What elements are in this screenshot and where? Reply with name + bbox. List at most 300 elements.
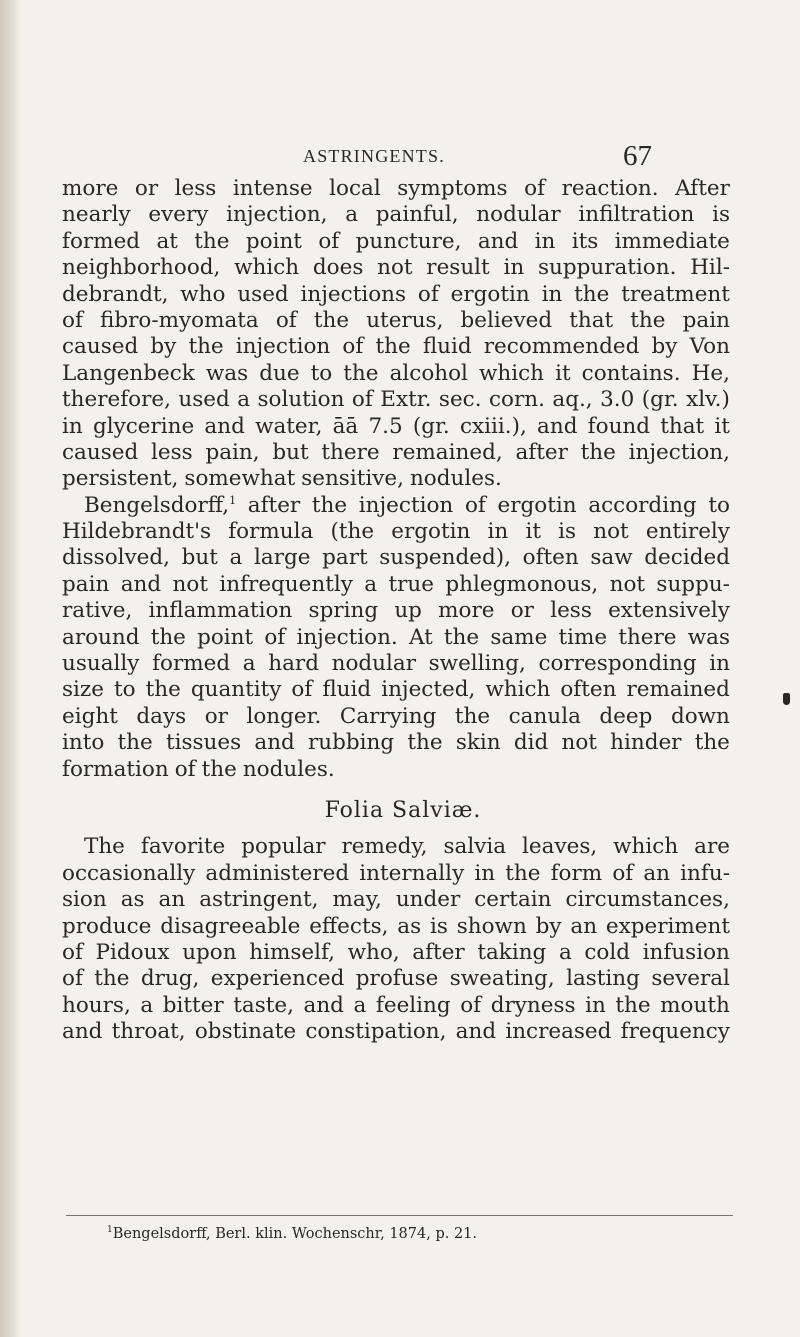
text-word: the	[443, 624, 480, 650]
text-word: effects,	[309, 913, 389, 939]
text-word: not	[561, 730, 597, 756]
text-word: throat,	[111, 1019, 186, 1045]
text-word: bitter	[162, 992, 224, 1018]
text-line	[62, 440, 730, 466]
text-word: (gr.	[641, 387, 679, 413]
text-word: swelling,	[428, 651, 526, 677]
text-word: decided	[644, 545, 730, 571]
text-word: ergotin	[497, 492, 577, 518]
text-word: mouth	[660, 992, 730, 1018]
text-line	[62, 308, 730, 334]
text-word: of	[524, 176, 546, 201]
text-word: At	[408, 624, 433, 650]
text-word: administered	[205, 860, 350, 886]
text-word: sweating,	[449, 966, 555, 992]
text-word: constipation,	[305, 1019, 447, 1045]
text-word: of	[464, 492, 486, 518]
text-word: result	[426, 255, 490, 281]
text-word: used	[237, 281, 289, 307]
text-word: of	[174, 756, 196, 782]
text-word: of	[62, 307, 83, 333]
text-word: profuse	[355, 966, 439, 992]
text-word: sec.	[438, 387, 482, 413]
text-word: by	[150, 334, 177, 360]
text-word: formed	[62, 228, 141, 254]
text-word: it	[525, 519, 541, 545]
text-word: remained,	[392, 439, 503, 465]
text-word: as	[120, 887, 145, 913]
text-word: feeling	[375, 992, 451, 1018]
text-line	[62, 545, 730, 571]
text-line	[62, 966, 730, 992]
running-head: ASTRINGENTS.	[303, 146, 445, 166]
text-word: a	[558, 939, 572, 965]
text-word: may,	[332, 887, 382, 913]
text-word: and	[303, 992, 344, 1018]
text-word: used	[178, 387, 230, 413]
text-word: ergotin	[450, 281, 530, 307]
text-word: less	[550, 598, 592, 624]
text-word: pain,	[205, 439, 260, 465]
text-word: is	[558, 519, 577, 545]
text-word: did	[513, 730, 549, 756]
text-line	[62, 834, 730, 860]
text-word: and	[254, 730, 295, 756]
text-word: local	[329, 176, 381, 201]
text-word: lasting	[566, 966, 640, 992]
ink-speck	[783, 693, 790, 705]
text-word: Extr.	[380, 387, 432, 413]
text-word: dissolved,	[62, 545, 170, 571]
text-word: the	[343, 360, 379, 386]
text-word: and	[477, 228, 519, 254]
text-word: of	[62, 966, 83, 992]
text-word: fibro-myomata	[100, 307, 259, 333]
text-word: caused	[62, 334, 139, 360]
text-word: around	[62, 624, 140, 650]
text-word: several	[651, 966, 730, 992]
text-word: the	[188, 334, 224, 360]
text-word: injection	[358, 492, 454, 518]
text-word: favorite	[140, 834, 226, 860]
footnote-rule	[66, 1215, 733, 1216]
text-word: in	[585, 992, 606, 1018]
text-word: inflammation	[148, 598, 293, 624]
text-word: suppu-	[656, 571, 730, 597]
text-word: by	[535, 913, 562, 939]
text-word: Hil-	[690, 255, 730, 281]
text-word: the	[201, 756, 237, 782]
text-word: taste,	[233, 992, 294, 1018]
text-word: experienced	[210, 966, 345, 992]
text-word: in	[503, 255, 525, 281]
text-word: infiltration	[578, 202, 695, 228]
text-word: a	[237, 387, 251, 413]
text-word: hard	[268, 651, 319, 677]
text-word: debrandt,	[62, 281, 169, 307]
text-word: point	[245, 228, 302, 254]
text-word: every	[148, 202, 209, 228]
text-word: longer.	[246, 703, 322, 729]
text-word: according	[588, 492, 697, 518]
text-word: sensitive,	[301, 466, 404, 492]
text-line	[62, 414, 730, 440]
text-word: of	[275, 307, 297, 333]
text-word: phlegmonous,	[445, 571, 599, 597]
paragraph-2	[62, 493, 730, 783]
text-word: (gr.	[412, 413, 450, 439]
text-word: canula	[508, 703, 581, 729]
page-header	[0, 142, 800, 172]
text-word: was	[205, 360, 249, 386]
text-word: Bengelsdorff,$^1$	[84, 492, 237, 518]
text-line	[62, 255, 730, 281]
text-word: at	[156, 228, 178, 254]
text-word: rubbing	[308, 730, 395, 756]
text-word: nodular	[476, 202, 561, 228]
text-word: āā	[332, 413, 359, 439]
text-word: disagreeable	[160, 913, 301, 939]
text-word: suppuration.	[537, 255, 677, 281]
text-word: in	[487, 519, 509, 545]
text-word: increased	[505, 1019, 612, 1045]
text-word: the	[454, 703, 491, 729]
text-word: form	[550, 860, 603, 886]
text-word: shown	[456, 913, 527, 939]
text-word: to	[113, 677, 136, 703]
text-word: nearly	[62, 202, 131, 228]
text-word: and	[204, 413, 245, 439]
section-heading: Folia Salviæ.	[324, 797, 482, 823]
text-word: in	[534, 228, 556, 254]
text-word: infusion	[642, 939, 730, 965]
text-word: of	[342, 334, 364, 360]
text-word: cold	[584, 939, 631, 965]
text-word: the	[375, 334, 411, 360]
text-word: who	[180, 281, 226, 307]
text-word: large	[254, 545, 311, 571]
text-word: treatment	[621, 281, 730, 307]
text-word: fluid	[322, 677, 372, 703]
text-line	[62, 730, 730, 756]
text-word: its	[571, 228, 599, 254]
text-word: often	[522, 545, 579, 571]
text-line	[62, 598, 730, 624]
text-word: down	[670, 703, 730, 729]
footnote-number: 1	[107, 1225, 113, 1235]
text-word: which	[485, 677, 551, 703]
text-word: skin	[455, 730, 501, 756]
text-word: the	[150, 624, 186, 650]
text-line	[62, 1019, 730, 1045]
text-word: eight	[62, 703, 118, 729]
text-word: glycerine	[92, 413, 195, 439]
footnote	[107, 1226, 477, 1242]
text-word: Hildebrandt's	[62, 519, 212, 545]
text-word: a	[345, 202, 359, 228]
text-word: by	[651, 334, 678, 360]
text-word: certain	[474, 887, 552, 913]
text-word: and	[120, 571, 162, 597]
text-line	[62, 202, 730, 228]
text-word: pain	[62, 571, 110, 597]
text-word: not	[593, 519, 629, 545]
text-word: sion	[62, 887, 107, 913]
text-line	[62, 493, 730, 519]
text-word: and	[62, 1019, 103, 1045]
text-word: intense	[232, 176, 313, 201]
text-word: or	[134, 176, 159, 201]
text-word: or	[204, 703, 228, 729]
text-word: of	[351, 387, 373, 413]
text-word: or	[510, 598, 534, 624]
text-word: contains.	[581, 360, 681, 386]
text-word: remedy,	[341, 834, 428, 860]
text-word: was	[687, 624, 730, 650]
text-word: are	[694, 834, 730, 860]
text-word: water,	[255, 413, 323, 439]
text-word: injection.	[296, 624, 398, 650]
text-line	[62, 940, 730, 966]
text-word: recommended	[483, 334, 640, 360]
text-word: injected,	[381, 677, 476, 703]
text-word: frequency	[620, 1019, 730, 1045]
text-word: an	[643, 860, 671, 886]
text-word: which	[479, 360, 545, 386]
text-word: somewhat	[184, 466, 296, 492]
text-word: true	[388, 571, 434, 597]
text-word: in	[709, 651, 730, 677]
text-word: an	[570, 913, 598, 939]
text-line	[62, 651, 730, 677]
text-line	[62, 993, 730, 1019]
text-line	[62, 282, 730, 308]
text-word: is	[429, 913, 448, 939]
text-line	[62, 704, 730, 730]
text-word: the	[194, 228, 230, 254]
text-word: which	[613, 834, 679, 860]
text-word: often	[560, 677, 617, 703]
text-word: and	[537, 413, 578, 439]
text-word: internally	[359, 860, 465, 886]
text-word: a	[242, 651, 256, 677]
text-word: after	[412, 939, 465, 965]
text-word: experiment	[605, 913, 730, 939]
text-word: it	[555, 360, 571, 386]
text-word: hinder	[610, 730, 682, 756]
text-word: does	[312, 255, 364, 281]
text-line	[62, 625, 730, 651]
text-word: the	[117, 730, 153, 756]
text-word: the	[311, 492, 348, 518]
text-word: corresponding	[538, 651, 697, 677]
text-word: of	[460, 992, 482, 1018]
text-word: the	[145, 677, 181, 703]
text-line	[62, 361, 730, 387]
text-word: believed	[460, 307, 553, 333]
text-line	[62, 572, 730, 598]
text-word: but	[272, 439, 309, 465]
text-word: rative,	[62, 598, 133, 624]
text-word: alcohol	[389, 360, 468, 386]
text-word: injection,	[226, 202, 328, 228]
text-line	[62, 887, 730, 913]
text-word: in	[474, 860, 496, 886]
text-word: point	[197, 624, 254, 650]
text-word: aq.,	[552, 387, 593, 413]
text-word: days	[136, 703, 187, 729]
text-word: entirely	[645, 519, 730, 545]
text-word: saw	[590, 545, 633, 571]
text-word: the	[313, 307, 350, 333]
text-word: not	[609, 571, 646, 597]
text-word: remained	[626, 677, 730, 703]
text-word: nodules.	[242, 756, 335, 782]
text-word: that	[569, 307, 614, 333]
text-word: injection	[235, 334, 331, 360]
text-word: formation	[62, 756, 169, 782]
text-word: usually	[62, 651, 140, 677]
text-word: deep	[599, 703, 653, 729]
text-word: of	[417, 281, 439, 307]
text-word: suspended),	[379, 545, 511, 571]
text-word: same	[490, 624, 548, 650]
text-word: more	[62, 176, 119, 201]
text-word: who,	[347, 939, 400, 965]
text-word: a	[364, 571, 378, 597]
text-word: salvia	[443, 834, 507, 860]
page-number: 67	[623, 140, 652, 172]
text-word: puncture,	[355, 228, 462, 254]
text-word: but	[181, 545, 218, 571]
body-text	[62, 176, 730, 1046]
text-line	[62, 334, 730, 360]
text-word: to	[310, 360, 333, 386]
text-word: to	[708, 492, 730, 518]
text-word: He,	[691, 360, 730, 386]
text-word: injections	[300, 281, 407, 307]
text-line	[62, 914, 730, 940]
text-word: of	[612, 860, 634, 886]
text-word: xlv.)	[686, 387, 730, 413]
text-word: symptoms	[397, 176, 508, 201]
text-line	[62, 519, 730, 545]
text-line	[62, 229, 730, 255]
text-word: there	[321, 439, 380, 465]
text-word: painful,	[375, 202, 459, 228]
text-word: tissues	[165, 730, 242, 756]
text-word: leaves,	[522, 834, 598, 860]
text-word: Langenbeck	[62, 360, 195, 386]
text-word: reaction.	[561, 176, 659, 201]
footnote-marker: 1	[229, 493, 237, 507]
text-word: extensively	[608, 598, 730, 624]
text-word: of	[318, 228, 340, 254]
text-word: uterus,	[366, 307, 444, 333]
text-word: pain	[682, 307, 730, 333]
text-word: more	[438, 598, 495, 624]
text-word: up	[394, 598, 422, 624]
text-word: into	[62, 730, 105, 756]
text-word: the	[615, 992, 651, 1018]
text-word: circumstances,	[565, 887, 730, 913]
text-word: in	[62, 413, 83, 439]
text-word: in	[541, 281, 563, 307]
text-word: Carrying	[339, 703, 437, 729]
text-word: produce	[62, 913, 152, 939]
text-word: neighborhood,	[62, 255, 221, 281]
page-edge-shadow	[0, 0, 22, 1337]
text-word: infrequently	[219, 571, 353, 597]
text-word: a	[140, 992, 154, 1018]
text-word: Von	[689, 334, 730, 360]
text-word: caused	[62, 439, 139, 465]
text-word: (the	[330, 519, 375, 545]
text-word: upon	[182, 939, 237, 965]
text-word: nodular	[331, 651, 416, 677]
text-line	[62, 176, 730, 202]
text-word: of	[291, 677, 313, 703]
text-word: the	[694, 730, 730, 756]
text-word: time	[558, 624, 608, 650]
text-word: it	[714, 413, 730, 439]
text-word: injection,	[628, 439, 730, 465]
text-word: an	[158, 887, 186, 913]
text-word: after	[247, 492, 301, 518]
text-word: cxiii.),	[459, 413, 527, 439]
text-word: and	[455, 1019, 497, 1045]
text-word: hours,	[62, 992, 131, 1018]
text-word: less	[151, 439, 193, 465]
text-word: corn.	[489, 387, 545, 413]
text-word: the	[630, 307, 666, 333]
text-word: popular	[241, 834, 326, 860]
text-word: the	[580, 439, 616, 465]
text-line	[62, 677, 730, 703]
text-word: dryness	[490, 992, 576, 1018]
text-word: 3.0	[600, 387, 635, 413]
text-word: less	[174, 176, 217, 201]
text-word: quantity	[190, 677, 282, 703]
text-word: solution	[257, 387, 345, 413]
text-word: as	[397, 913, 422, 939]
text-line	[62, 757, 730, 783]
text-word: not	[377, 255, 413, 281]
text-word: of	[62, 939, 83, 965]
text-word: The	[84, 834, 125, 860]
text-word: taking	[477, 939, 547, 965]
text-word: formed	[152, 651, 231, 677]
text-word: which	[234, 255, 300, 281]
text-word: size	[62, 677, 104, 703]
text-word: After	[675, 176, 730, 201]
text-word: immediate	[614, 228, 730, 254]
text-word: ergotin	[391, 519, 471, 545]
text-word: fluid	[422, 334, 472, 360]
text-word: a	[229, 545, 243, 571]
text-line	[62, 861, 730, 887]
text-word: occasionally	[62, 860, 196, 886]
text-word: persistent,	[62, 466, 179, 492]
text-word: due	[259, 360, 300, 386]
text-word: not	[172, 571, 208, 597]
text-word: after	[515, 439, 568, 465]
text-word: nodules.	[409, 466, 502, 492]
text-word: infu-	[680, 860, 730, 886]
text-word: 7.5	[368, 413, 403, 439]
paragraph-3	[62, 834, 730, 1045]
text-word: obstinate	[194, 1019, 297, 1045]
